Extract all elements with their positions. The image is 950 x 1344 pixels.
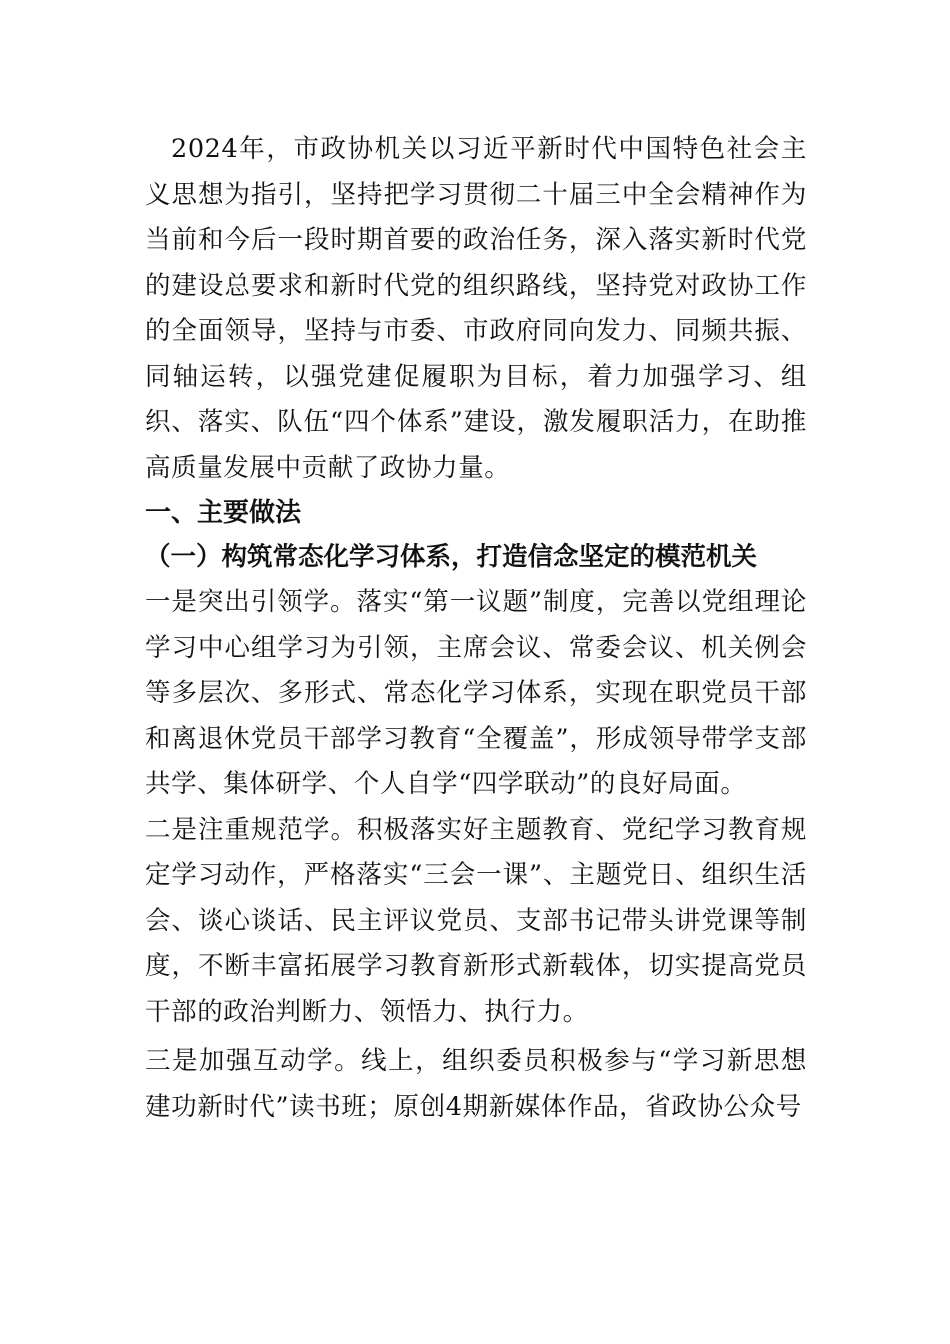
section-heading: 一、主要做法 — [145, 498, 302, 528]
subsection-heading: （一）构筑常态化学习体系，打造信念坚定的模范机关 — [145, 542, 758, 572]
item-paragraph-2: 二是注重规范学。积极落实好主题教育、党纪学习教育规定学习动作，严格落实“三会一课”、主题党日、组织生活会、谈心谈话、民主评议党员、支部书记带头讲党课等制度，不断丰富拓展学习教育新形式新载体，切实提高党员干部的政治判断力、领悟力、执行力。 — [145, 814, 807, 1027]
intro-paragraph: 2024年，市政协机关以习近平新时代中国特色社会主义思想为指引，坚持把学习贯彻二十届三中全会精神作为当前和今后一段时期首要的政治任务，深入落实新时代党的建设总要求和新时代党的组织路线，坚持党对政协工作的全面领导，坚持与市委、市政府同向发力、同频共振、同轴运转，以强党建促履职为目标，着力加强学习、组织、落实、队伍“四个体系”建设，激发履职活力，在助推高质量发展中贡献了政协力量。 — [145, 134, 807, 483]
item-paragraph-1: 一是突出引领学。落实“第一议题”制度，完善以党组理论学习中心组学习为引领，主席会议、常委会议、机关例会等多层次、多形式、常态化学习体系，实现在职党员干部和离退休党员干部学习教育“全覆盖”，形成领导带学支部共学、集体研学、个人自学“四学联动”的良好局面。 — [145, 587, 807, 799]
item-paragraph-3: 三是加强互动学。线上，组织委员积极参与“学习新思想建功新时代”读书班；原创4期新媒体作品，省政协公众号 — [145, 1046, 807, 1122]
document-page — [145, 127, 807, 1130]
